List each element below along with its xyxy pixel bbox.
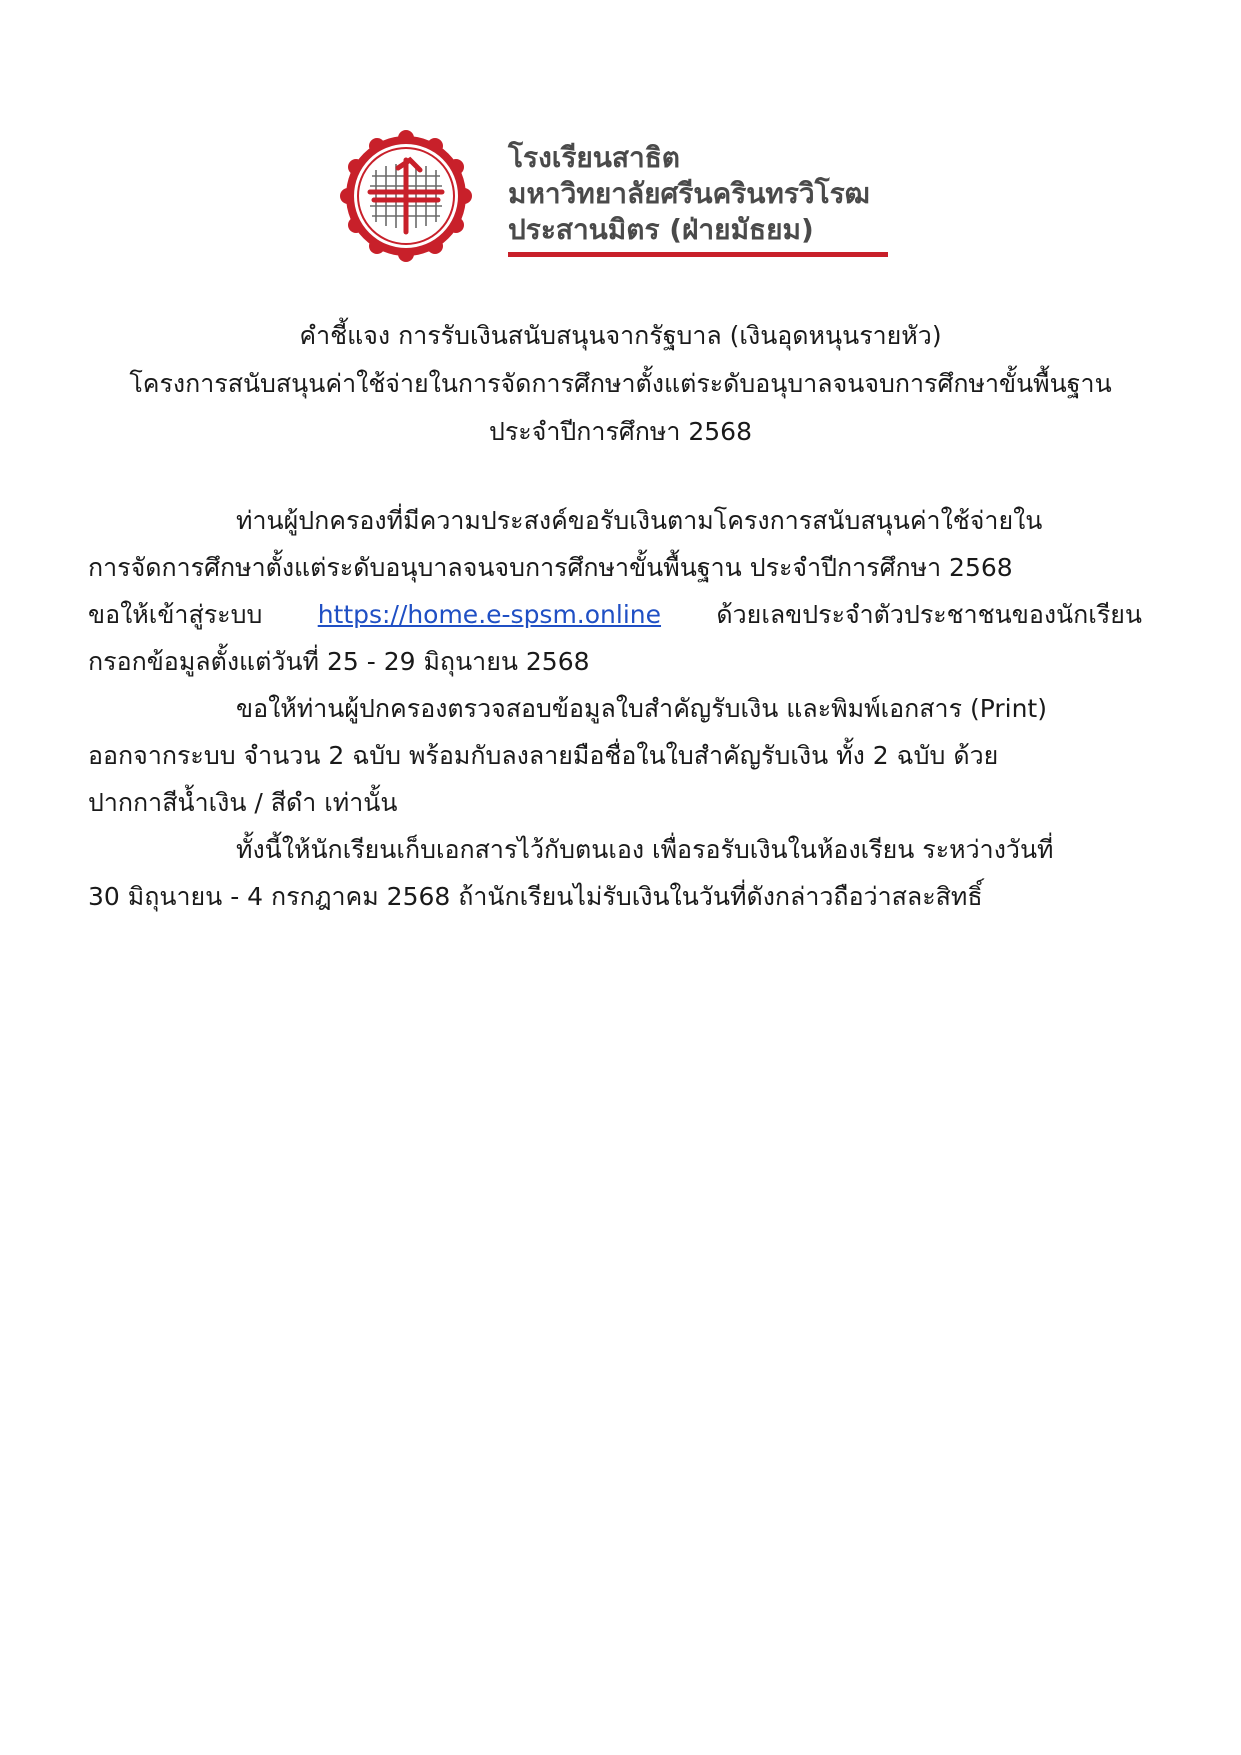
paragraph2-line2: ออกจากระบบ จำนวน 2 ฉบับ พร้อมกับลงลายมือชื่อในใบสำคัญรับเงิน ทั้ง 2 ฉบับ ด้วย (88, 741, 999, 770)
paragraph1-line1: ท่านผู้ปกครองที่มีความประสงค์ขอรับเงินตามโครงการสนับสนุนค่าใช้จ่ายใน (236, 506, 1043, 535)
title-line2: โครงการสนับสนุนค่าใช้จ่ายในการจัดการศึกษาตั้งแต่ระดับอนุบาลจนจบการศึกษาขั้นพื้นฐาน (129, 369, 1112, 398)
registration-link[interactable]: https://home.e-spsm.online (317, 600, 662, 629)
paragraph2-line1: ขอให้ท่านผู้ปกครองตรวจสอบข้อมูลใบสำคัญรับเงิน และพิมพ์เอกสาร (Print) (236, 694, 1047, 723)
paragraph1-line3-suffix: ด้วยเลขประจำตัวประชาชนของนักเรียน (716, 600, 1142, 629)
paragraph2-line3: ปากกาสีน้ำเงิน / สีดำ เท่านั้น (88, 788, 398, 817)
school-name-line3: ประสานมิตร (ฝ่ายมัธยม) (508, 213, 814, 246)
paragraph3-line1: ทั้งนี้ให้นักเรียนเก็บเอกสารไว้กับตนเอง เพื่อรอรับเงินในห้องเรียน ระหว่างวันที่ (236, 835, 1054, 864)
paragraph1-line4: กรอกข้อมูลตั้งแต่วันที่ 25 - 29 มิถุนายน 2568 (88, 647, 590, 676)
document-title (80, 312, 1161, 456)
document-body (88, 497, 1142, 920)
school-name-line2: มหาวิทยาลัยศรีนครินทรวิโรฒ (508, 177, 870, 210)
title-line1: คำชี้แจง การรับเงินสนับสนุนจากรัฐบาล (เงินอุดหนุนรายหัว) (299, 321, 942, 350)
title-line3: ประจำปีการศึกษา 2568 (489, 417, 752, 446)
paragraph3-line2: 30 มิถุนายน - 4 กรกฎาคม 2568 ถ้านักเรียนไม่รับเงินในวันที่ดังกล่าวถือว่าสละสิทธิ์ (88, 882, 983, 911)
letterhead (340, 130, 940, 262)
paragraph1-line3-prefix: ขอให้เข้าสู่ระบบ (88, 600, 263, 629)
school-emblem-icon (340, 130, 472, 262)
school-name (508, 140, 870, 248)
letterhead-underline (508, 252, 888, 257)
school-name-line1: โรงเรียนสาธิต (508, 141, 680, 174)
paragraph1-line2: การจัดการศึกษาตั้งแต่ระดับอนุบาลจนจบการศึกษาขั้นพื้นฐาน ประจำปีการศึกษา 2568 (88, 553, 1013, 582)
paragraph1-line3 (88, 591, 1142, 638)
